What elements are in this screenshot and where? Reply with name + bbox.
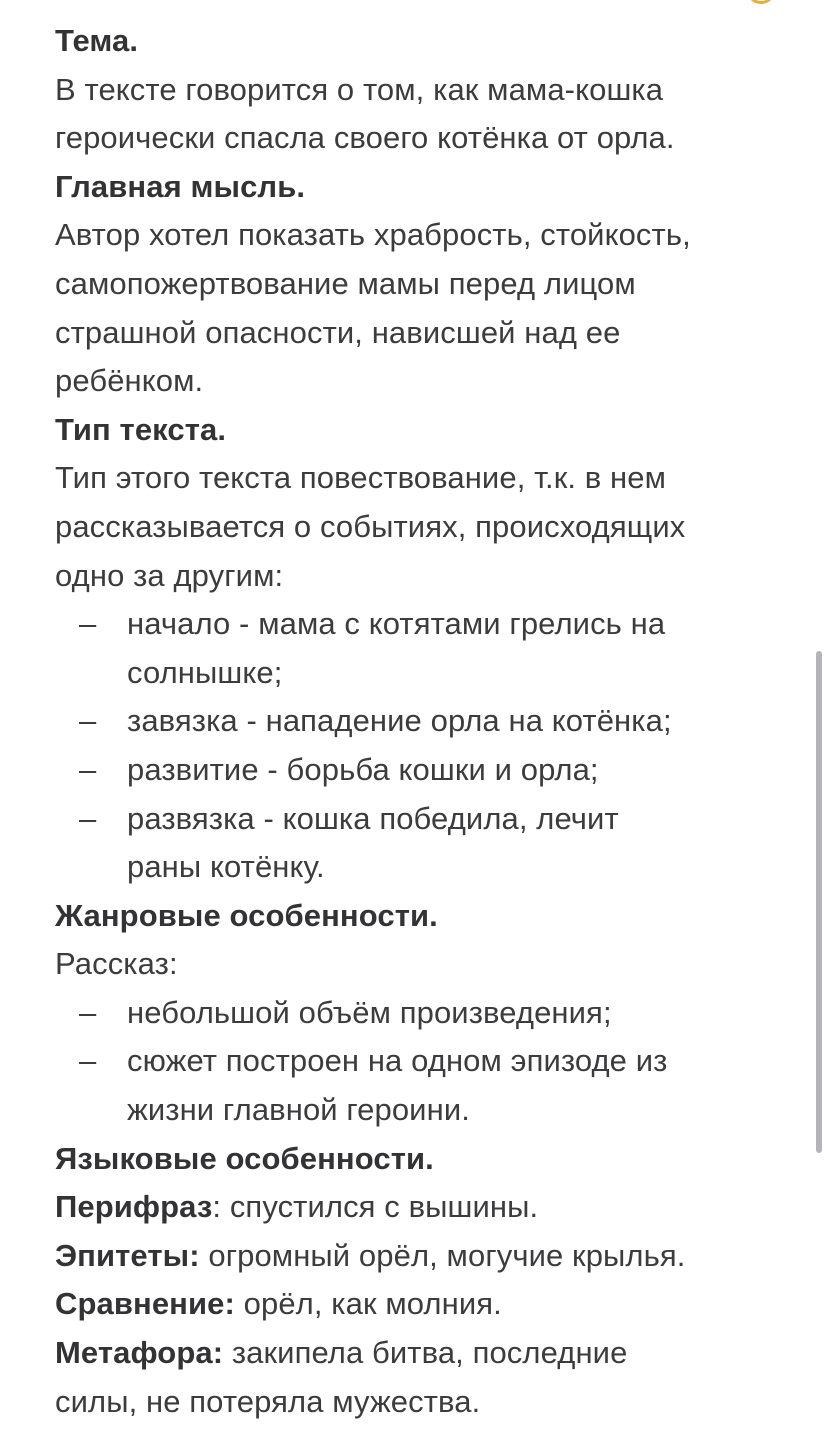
scrollbar[interactable] (816, 651, 822, 1153)
list-item-line: солнышке; (127, 654, 283, 690)
list-item-line: сюжет построен на одном эпизоде из (127, 1043, 668, 1079)
paragraph-line: страшной опасности, нависшей над ее (55, 314, 621, 350)
language-entry-periphrasis (55, 1183, 805, 1232)
section-theme (55, 17, 805, 163)
plot-list (55, 600, 805, 892)
entry-text: орёл, как молния. (234, 1286, 502, 1322)
section-heading: Языковые особенности. (55, 1140, 434, 1176)
paragraph-line: Рассказ: (55, 946, 178, 982)
paragraph-line: самопожертвование мамы перед лицом (55, 265, 636, 301)
paragraph-line: Автор хотел показать храбрость, стойкость, (55, 217, 691, 253)
paragraph-line: Тип этого текста повествование, т.к. в нем (55, 460, 667, 496)
corner-accent-icon (746, 0, 776, 4)
paragraph-line: одно за другим: (55, 557, 284, 593)
entry-text: огромный орёл, могучие крылья. (199, 1237, 686, 1273)
language-entry-epithets (55, 1232, 805, 1281)
section-main-idea (55, 163, 805, 406)
section-genre (55, 892, 805, 1135)
section-language (55, 1135, 805, 1427)
dash-bullet: – (79, 800, 97, 836)
entry-label: Перифраз (55, 1189, 213, 1225)
paragraph-line: ребёнком. (55, 363, 204, 399)
entry-label: Сравнение: (55, 1286, 235, 1322)
list-item (55, 989, 805, 1038)
list-item (55, 697, 805, 746)
paragraph-line: В тексте говорится о том, как мама-кошка (55, 71, 664, 107)
section-heading: Главная мысль. (55, 168, 306, 204)
dash-bullet: – (79, 1043, 97, 1079)
list-item (55, 795, 805, 892)
section-heading: Жанровые особенности. (55, 897, 438, 933)
entry-label: Метафора: (55, 1335, 224, 1371)
paragraph-line: рассказывается о событиях, происходящих (55, 508, 686, 544)
list-item-line: развитие - борьба кошки и орла; (127, 751, 599, 787)
list-item-line: небольшой объём произведения; (127, 994, 612, 1030)
dash-bullet: – (79, 994, 97, 1030)
list-item-line: завязка - нападение орла на котёнка; (127, 703, 672, 739)
dash-bullet: – (79, 751, 97, 787)
dash-bullet: – (79, 703, 97, 739)
list-item (55, 600, 805, 697)
list-item-line: жизни главной героини. (127, 1092, 470, 1128)
document-content (55, 17, 805, 1426)
list-item-line: развязка - кошка победила, лечит (127, 800, 619, 836)
entry-label: Эпитеты: (55, 1237, 200, 1273)
entry-text: : спустился с вышины. (212, 1189, 539, 1225)
dash-bullet: – (79, 606, 97, 642)
paragraph-line: героически спасла своего котёнка от орла. (55, 120, 675, 156)
language-entry-metaphor (55, 1329, 805, 1378)
genre-list (55, 989, 805, 1135)
list-item (55, 1037, 805, 1134)
entry-text: закипела битва, последние (223, 1335, 628, 1371)
paragraph-line: силы, не потеряла мужества. (55, 1383, 481, 1419)
section-heading: Тип текста. (55, 411, 227, 447)
section-heading: Тема. (55, 23, 139, 58)
language-entry-comparison (55, 1280, 805, 1329)
section-text-type (55, 406, 805, 892)
list-item-line: начало - мама с котятами грелись на (127, 606, 666, 642)
list-item (55, 746, 805, 795)
list-item-line: раны котёнку. (127, 849, 325, 885)
